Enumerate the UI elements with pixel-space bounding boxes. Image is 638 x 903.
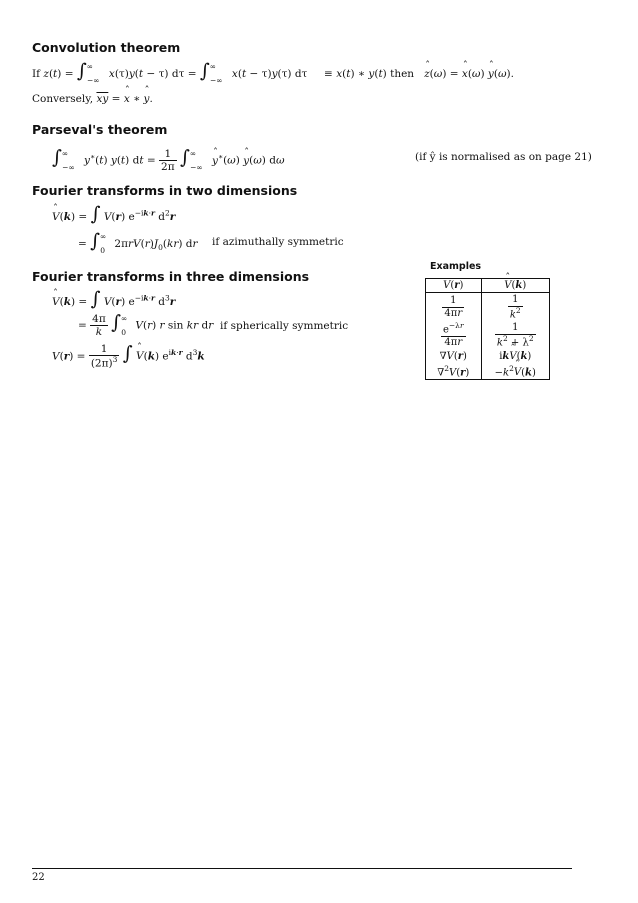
convolution-heading: Convolution theorem — [32, 40, 181, 55]
table-row: ∇$^2$V(r) $-k^2ˆ$ V(k) — [426, 363, 550, 380]
fourier2d-line2: = $\int^\infty_0$ $2\pi rV(r)J_0(kr)$ dr — [78, 230, 198, 255]
fourier3d-line1: ˆ V(k) = ∫ V(r) $e^{-ik\cdot r}$ $d^3r$ — [52, 290, 175, 309]
fourier3d-inverse: V(r) = $\frac{1}{(2\pi)^3}$ ∫ ˆ V(k) $e^{ik\cdot r}$ $d^3k$ — [52, 343, 205, 370]
table-row: ∇V(r) ikˆ V(k) — [426, 350, 550, 363]
table-row: $\frac{1}{4\pi r}$ $\frac{1}{k^2}$ — [426, 293, 550, 322]
fourier3d-line2: = $\frac{4\pi}{k}$ $\int^\infty_0$ V(r) r sin kr dr — [78, 311, 214, 339]
fourier2d-line1: ˆ V(k) = ∫ V(r) $e^{-ik\cdot r}$ $d^2r$ — [52, 205, 175, 224]
convolution-converse: Conversely, $\overline{xy}$ = ˆ x ∗ ˆ y. — [32, 93, 153, 105]
fourier3d-heading: Fourier transforms in three dimensions — [32, 269, 310, 284]
parseval-equation: $\int^\infty_{-\infty}$ y∗(t) y(t) dt = $\frac{1}{2\pi}$ $\int^\infty_{-\infty}$ ˆ y∗(ω) ˆ y(ω) dω — [52, 148, 285, 173]
header-v-k: ˆ V(k) — [481, 279, 549, 293]
header-v-r: V(r) — [426, 279, 482, 293]
fourier3d-condition: if spherically symmetric — [220, 320, 349, 332]
convolution-lead: If — [32, 68, 41, 80]
parseval-note: (if ŷ is normalised as on page 21) — [415, 151, 592, 163]
footer-rule — [32, 868, 572, 869]
examples-label: Examples — [430, 261, 482, 272]
table-row: $\frac{e^{-\lambda r}}{4\pi r}$ $\frac{1}{k^2 + \lambda^2}$ — [426, 321, 550, 349]
fourier2d-heading: Fourier transforms in two dimensions — [32, 183, 298, 198]
page-number: 22 — [32, 872, 45, 883]
fourier2d-condition: if azimuthally symmetric — [212, 236, 344, 248]
parseval-heading: Parseval's theorem — [32, 122, 168, 137]
convolution-then: then — [390, 68, 415, 80]
table-header-row — [426, 279, 550, 293]
examples-table — [425, 278, 550, 380]
convolution-equation: If $z(t) = \int^\infty_{-\infty}$ x(τ)y(t − τ) $d\tau = \int^\infty_{-\infty}$ x(t − τ)y(τ) dτ ≡ x(t) ∗ y(t) then ˆ z(ω) = ˆ x(ω) ˆ y(ω). — [32, 62, 514, 81]
converse-lead: Conversely, — [32, 93, 94, 105]
